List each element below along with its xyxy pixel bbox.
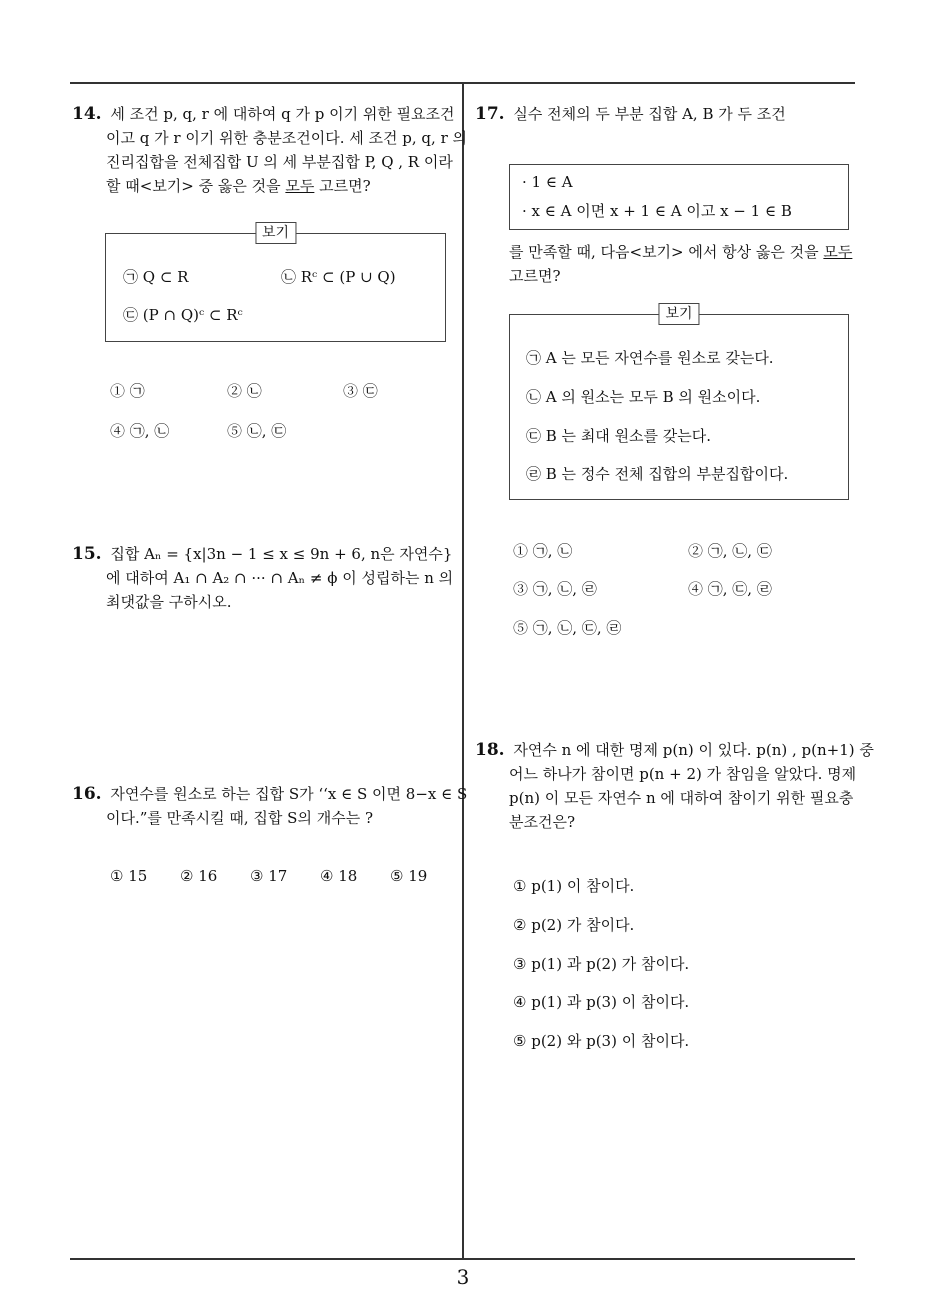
choice: ① 15 — [110, 867, 148, 885]
choice: ⑤ ㉡, ㉢ — [227, 422, 287, 440]
question-text: 집합 Aₙ = {x|3n − 1 ≤ x ≤ 9n + 6, n은 자연수} — [110, 545, 453, 563]
question-text: 고르면? — [509, 267, 561, 285]
choice: ③ ㉢ — [343, 382, 378, 400]
question-text: 할 때<보기> 중 옳은 것을 모두 고르면? — [106, 177, 371, 195]
choice: ④ 18 — [320, 867, 358, 885]
question-number: 15. — [72, 544, 102, 564]
choice: ② ㉠, ㉡, ㉢ — [688, 542, 772, 560]
page-number: 3 — [456, 1265, 470, 1289]
bottom-rule — [70, 1258, 855, 1260]
choice: ⑤ p(2) 와 p(3) 이 참이다. — [513, 1032, 690, 1050]
choice: ④ ㉠, ㉢, ㉣ — [688, 580, 772, 598]
choice: ② ㉡ — [227, 382, 262, 400]
bogi-item: ㉠ A 는 모든 자연수를 원소로 갖는다. — [526, 349, 774, 367]
question-text: 를 만족할 때, 다음<보기> 에서 항상 옳은 것을 모두 — [509, 243, 853, 261]
question-17 — [475, 102, 865, 126]
question-text: 분조건은? — [509, 813, 576, 831]
bogi-title: 보기 — [255, 222, 296, 244]
choice: ① ㉠, ㉡ — [513, 542, 573, 560]
question-text: 어느 하나가 참이면 p(n + 2) 가 참임을 알았다. 명제 — [509, 765, 857, 783]
condition-item: · x ∈ A 이면 x + 1 ∈ A 이고 x − 1 ∈ B — [522, 202, 792, 220]
column-divider — [462, 83, 464, 1260]
question-text: 실수 전체의 두 부분 집합 A, B 가 두 조건 — [513, 105, 786, 123]
question-number: 14. — [72, 104, 102, 124]
bogi-item: ㉠ Q ⊂ R — [123, 268, 189, 286]
bogi-item: ㉢ B 는 최대 원소를 갖는다. — [526, 427, 712, 445]
question-text: 최댓값을 구하시오. — [106, 593, 232, 611]
choice: ③ 17 — [250, 867, 288, 885]
question-number: 18. — [475, 740, 505, 760]
question-number: 17. — [475, 104, 505, 124]
question-15 — [72, 542, 457, 614]
question-16 — [72, 782, 468, 830]
condition-box — [509, 164, 849, 230]
choice: ④ p(1) 과 p(3) 이 참이다. — [513, 993, 690, 1011]
choice: ① ㉠ — [110, 382, 145, 400]
bogi-item: ㉡ Rᶜ ⊂ (P ∪ Q) — [281, 268, 396, 286]
choice: ③ ㉠, ㉡, ㉣ — [513, 580, 597, 598]
choice: ② p(2) 가 참이다. — [513, 916, 635, 934]
question-text: 자연수 n 에 대한 명제 p(n) 이 있다. p(n) , p(n+1) 중 — [513, 741, 874, 759]
bogi-box — [509, 306, 849, 500]
question-text: 에 대하여 A₁ ∩ A₂ ∩ ··· ∩ Aₙ ≠ ϕ 이 성립하는 n 의 — [106, 569, 454, 587]
choice: ⑤ 19 — [390, 867, 428, 885]
bogi-item: ㉣ B 는 정수 전체 집합의 부분집합이다. — [526, 465, 789, 483]
choice: ④ ㉠, ㉡ — [110, 422, 170, 440]
question-text: 세 조건 p, q, r 에 대하여 q 가 p 이기 위한 필요조건 — [110, 105, 455, 123]
question-14 — [72, 102, 467, 198]
bogi-title: 보기 — [658, 303, 699, 325]
bogi-item: ㉢ (P ∩ Q)ᶜ ⊂ Rᶜ — [123, 306, 243, 324]
bogi-item: ㉡ A 의 원소는 모두 B 의 원소이다. — [526, 388, 761, 406]
question-text: 자연수를 원소로 하는 집합 S가 ‘‘x ∈ S 이면 8−x ∈ S — [110, 785, 468, 803]
question-18 — [475, 738, 874, 834]
bogi-box — [105, 225, 446, 342]
question-text: 진리집합을 전체집합 U 의 세 부분집합 P, Q , R 이라 — [106, 153, 453, 171]
question-17-cont — [509, 240, 864, 288]
question-text: 이고 q 가 r 이기 위한 충분조건이다. 세 조건 p, q, r 의 — [106, 129, 467, 147]
condition-item: · 1 ∈ A — [522, 173, 573, 191]
choice: ② 16 — [180, 867, 218, 885]
choice: ③ p(1) 과 p(2) 가 참이다. — [513, 955, 690, 973]
choice: ① p(1) 이 참이다. — [513, 877, 635, 895]
question-text: 이다.”를 만족시킬 때, 집합 S의 개수는 ? — [106, 809, 373, 827]
question-text: p(n) 이 모든 자연수 n 에 대하여 참이기 위한 필요충 — [509, 789, 854, 807]
question-number: 16. — [72, 784, 102, 804]
choice: ⑤ ㉠, ㉡, ㉢, ㉣ — [513, 619, 622, 637]
